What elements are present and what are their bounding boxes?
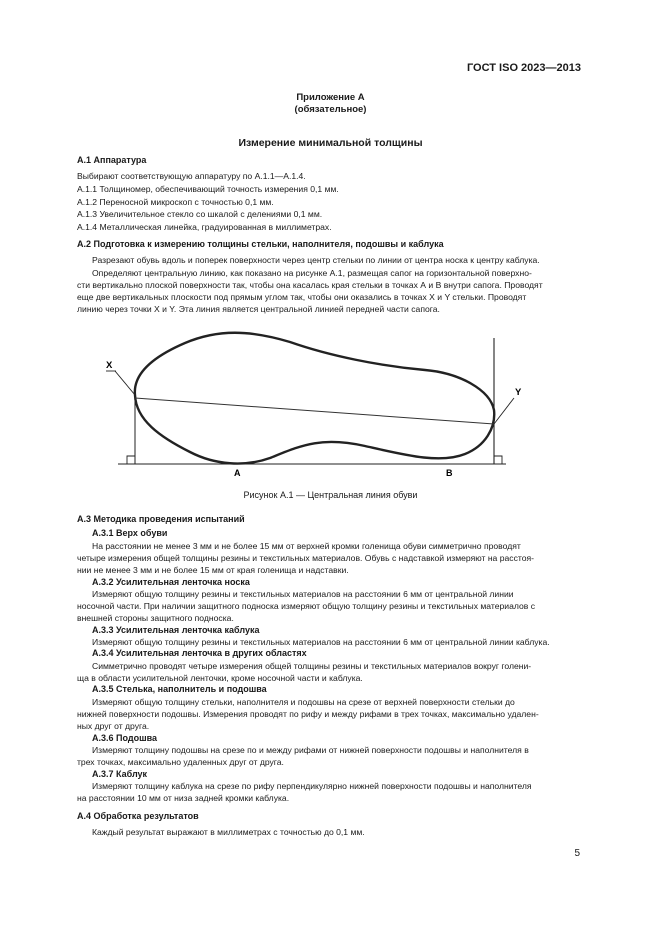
annex-status: (обязательное)	[294, 104, 367, 115]
a1-item: А.1.1 Толщиномер, обеспечивающий точность измерения 0,1 мм.	[77, 184, 339, 194]
a3-5-line: нижней поверхности подошвы. Измерения проводят по рифу и между рифами в трех точках, максимально удален-	[77, 709, 539, 719]
right-angle-mark-right	[494, 456, 502, 464]
a2-line: Определяют центральную линию, как показано на рисунке А.1, размещая сапог на горизонтальной поверхно-	[92, 268, 532, 278]
a3-6-line: трех точках, максимально удаленных друг от друга.	[77, 757, 284, 767]
a3-1-heading: А.3.1 Верх обуви	[92, 528, 168, 538]
center-line	[135, 398, 494, 424]
leader-y	[494, 398, 514, 424]
a3-6-heading: А.3.6 Подошва	[92, 733, 157, 743]
a3-1-line: нии не менее 3 мм и не более 15 мм от края голенища и надставки.	[77, 565, 349, 575]
a4-line: Каждый результат выражают в миллиметрах с точностью до 0,1 мм.	[92, 827, 365, 837]
a1-heading: А.1 Аппаратура	[77, 155, 147, 165]
a3-7-heading: А.3.7 Каблук	[92, 769, 148, 779]
a2-line: еще две вертикальных плоскости под прямым углом так, чтобы они оказались в точках X и Y стельки. Проводят	[77, 292, 527, 302]
a3-5-line: Измеряют общую толщину стельки, наполнителя и подошвы на срезе от верхней поверхности стельки до	[92, 697, 515, 707]
a2-heading: А.2 Подготовка к измерению толщины стельки, наполнителя, подошвы и каблука	[77, 239, 444, 249]
a3-5-line: ных друг от друга.	[77, 721, 150, 731]
a3-3-heading: А.3.3 Усилительная ленточка каблука	[92, 625, 260, 635]
a2-line: сти вертикально плоской поверхности так, чтобы она касалась края стельки в точках А и В внутри сапога. Проводят	[77, 280, 543, 290]
figure-caption: Рисунок А.1 — Центральная линия обуви	[243, 490, 418, 500]
a3-2-line: носочной части. При наличии защитного подноска измеряют общую толщину резины и текстильных материалов с	[77, 601, 535, 611]
annex-title: Приложение А	[296, 92, 365, 103]
a2-line: Разрезают обувь вдоль и поперек поверхности через центр стельки по линии от центра носка к центру каблука.	[92, 255, 540, 265]
a3-4-line: ща в области усилительной ленточки, кроме носочной части и каблука.	[77, 673, 363, 683]
a3-2-heading: А.3.2 Усилительная ленточка носка	[92, 577, 250, 587]
a3-7-line: на расстоянии 10 мм от низа задней кромки каблука.	[77, 793, 290, 803]
a4-heading: А.4 Обработка результатов	[77, 811, 199, 821]
a3-1-line: На расстоянии не менее 3 мм и не более 15 мм от верхней кромки голенища обуви симметрично проводят	[92, 541, 521, 551]
a3-4-heading: А.3.4 Усилительная ленточка в других областях	[92, 648, 307, 658]
right-angle-mark-left	[127, 456, 135, 464]
a3-3-line: Измеряют общую толщину резины и текстильных материалов на расстоянии 6 мм от центральной линии каблука.	[92, 637, 550, 647]
label-x: X	[106, 360, 113, 371]
a1-item: А.1.4 Металлическая линейка, градуированная в миллиметрах.	[77, 222, 332, 232]
a3-7-line: Измеряют толщину каблука на срезе по рифу перпендикулярно нижней поверхности подошвы и наполнителя	[92, 781, 532, 791]
a3-6-line: Измеряют толщину подошвы на срезе по и между рифами от нижней поверхности подошвы и наполнителя в	[92, 745, 529, 755]
a1-item: А.1.3 Увеличительное стекло со шкалой с делениями 0,1 мм.	[77, 209, 323, 219]
page-number: 5	[574, 848, 580, 859]
a3-2-line: Измеряют общую толщину резины и текстильных материалов на расстоянии 6 мм от центральной линии	[92, 589, 514, 599]
a3-5-heading: А.3.5 Стелька, наполнитель и подошва	[92, 684, 267, 694]
a3-heading: А.3 Методика проведения испытаний	[77, 514, 245, 524]
standard-number: ГОСТ ISO 2023—2013	[466, 62, 581, 74]
a3-4-line: Симметрично проводят четыре измерения общей толщины резины и текстильных материалов вокруг голени-	[92, 661, 532, 671]
label-y: Y	[515, 387, 522, 398]
a3-1-line: четыре измерения общей толщины резины и текстильных материалов. Обувь с надставкой измеряют на расстоя-	[77, 553, 535, 563]
a3-2-line: внешней стороны защитного подноска.	[77, 613, 234, 623]
leader-x	[115, 371, 135, 395]
a2-line: линию через точки X и Y. Эта линия является центральной линией передней части сапога.	[77, 304, 440, 314]
label-b: B	[446, 468, 453, 478]
a1-item: А.1.2 Переносной микроскоп с точностью 0,1 мм.	[77, 197, 274, 207]
insole-outline	[135, 333, 494, 464]
label-a: A	[234, 468, 241, 478]
section-title: Измерение минимальной толщины	[238, 137, 423, 149]
a1-intro: Выбирают соответствующую аппаратуру по А.1.1—А.1.4.	[77, 171, 306, 181]
